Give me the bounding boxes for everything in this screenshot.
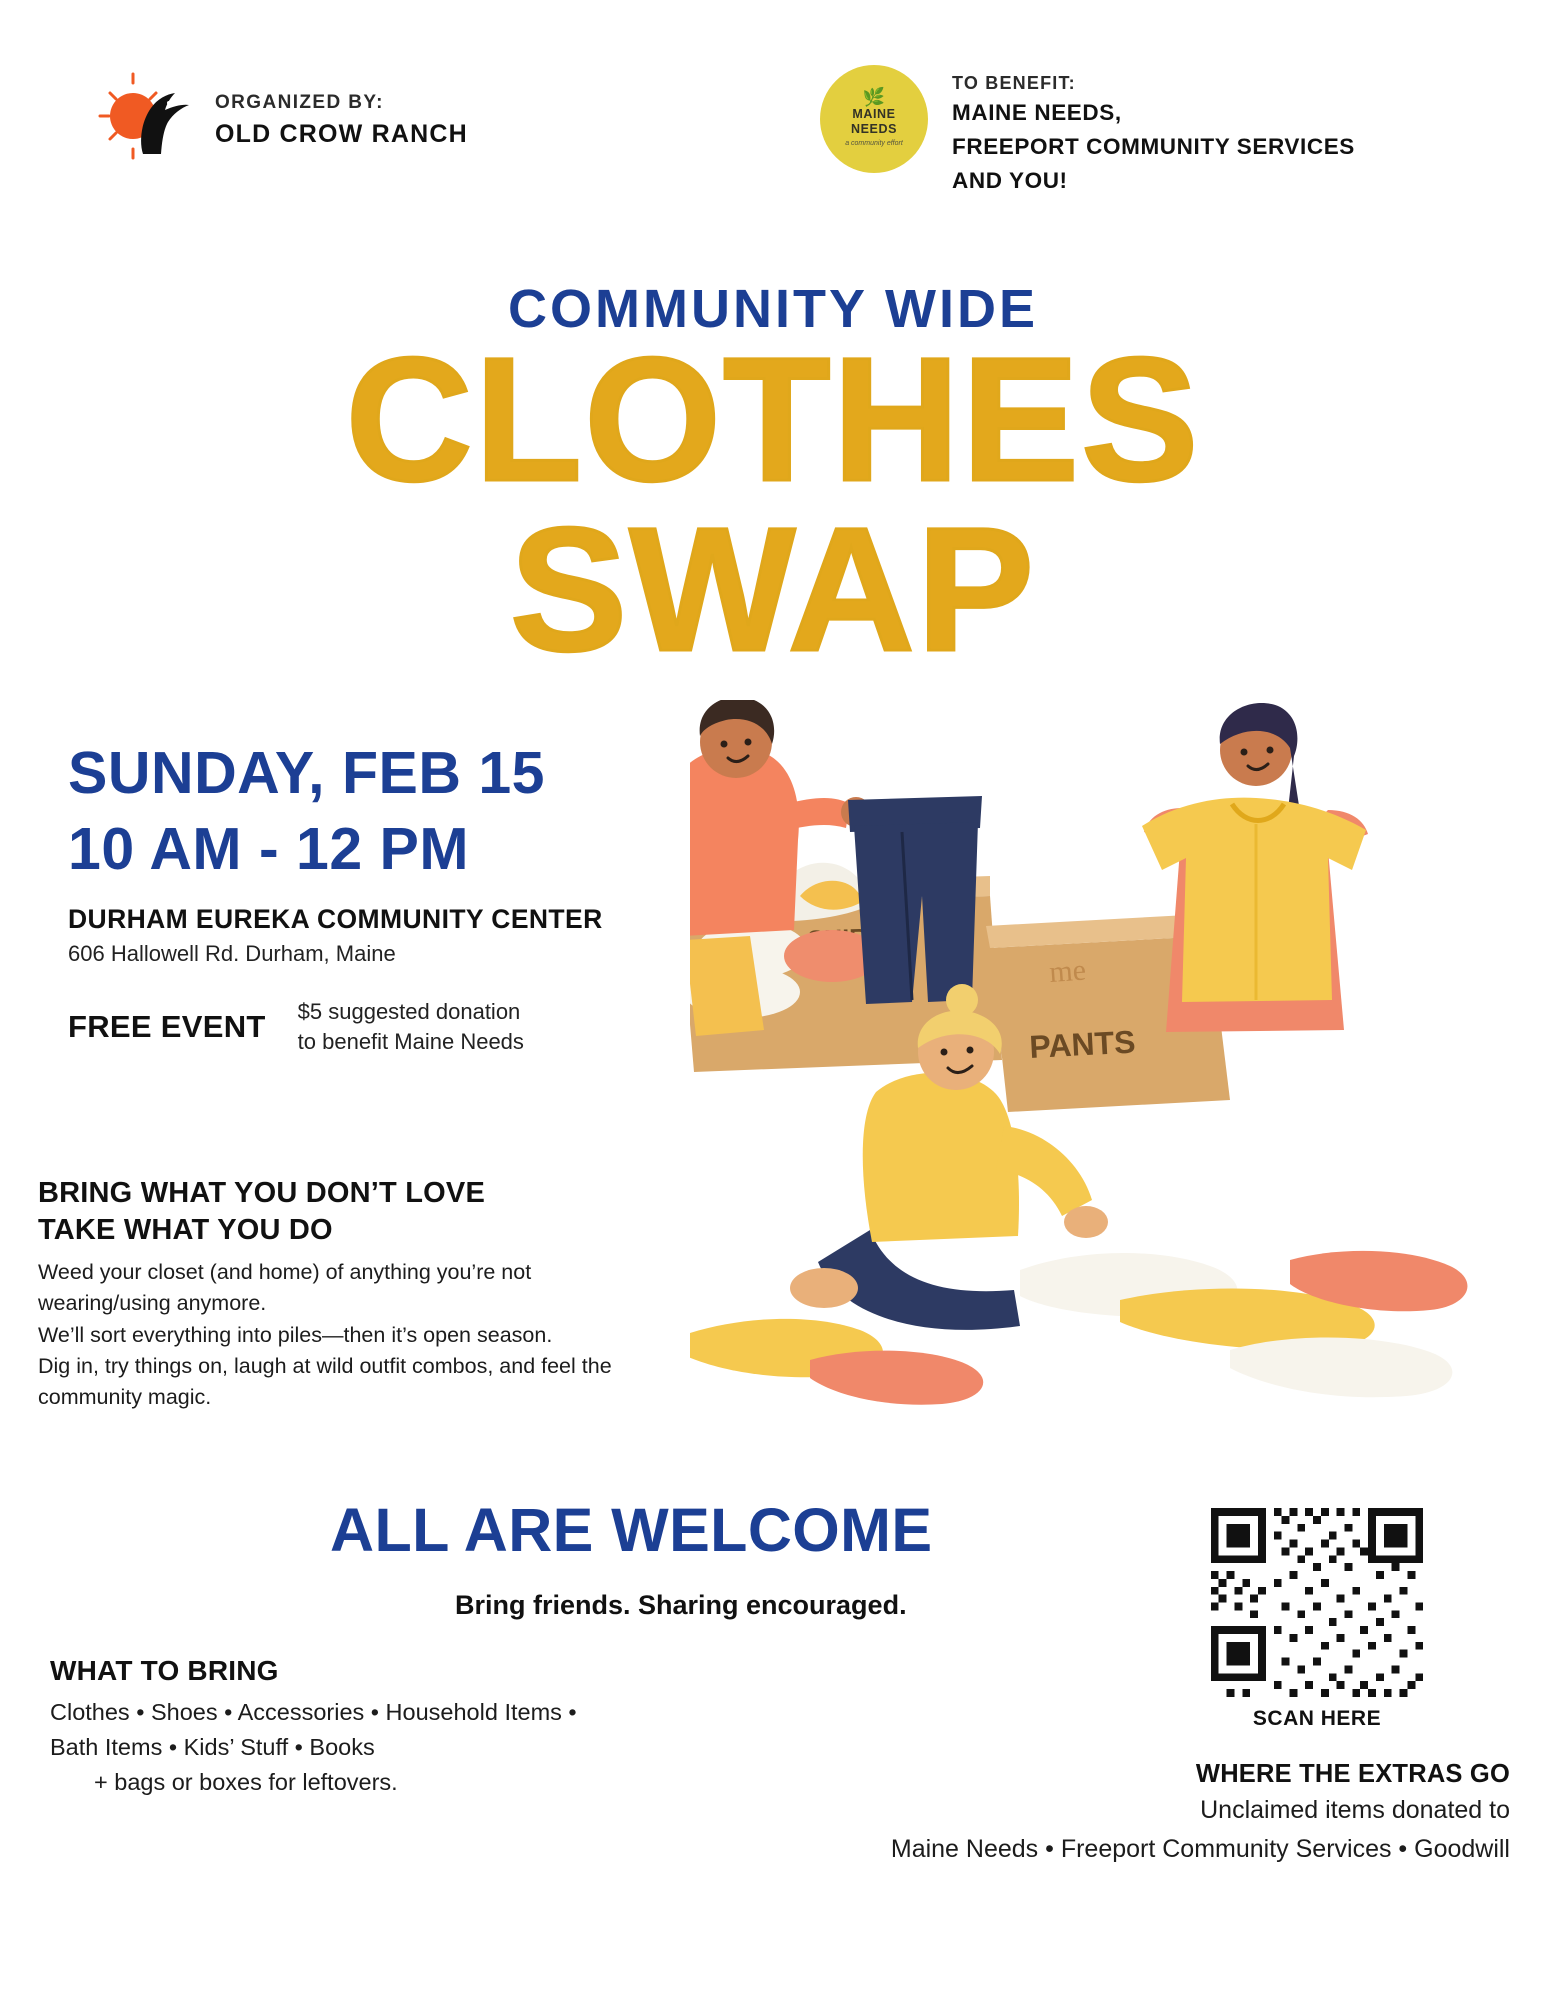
bring-body-line-4: Dig in, try things on, laugh at wild outfit combos, and feel the	[38, 1353, 612, 1378]
what-to-bring-line-3: + bags or boxes for leftovers.	[94, 1768, 398, 1795]
maine-needs-logo-line2: NEEDS	[850, 121, 898, 136]
title-clothes: CLOTHES	[345, 322, 1201, 518]
what-to-bring-heading: WHAT TO BRING	[50, 1655, 279, 1686]
free-event-label: FREE EVENT	[68, 1008, 266, 1044]
bring-body-line-3: We’ll sort everything into piles—then it’s open season.	[38, 1322, 553, 1347]
donation-line-2: to benefit Maine Needs	[297, 1028, 524, 1054]
maine-needs-mark-icon: 🌿	[862, 87, 886, 107]
event-info-block	[68, 740, 788, 1057]
what-to-bring-line-2: Bath Items • Kids’ Stuff • Books	[50, 1733, 375, 1760]
scan-here-label: SCAN HERE	[1252, 1707, 1382, 1730]
svg-text:me: me	[1048, 953, 1088, 989]
where-extras-go-section	[620, 1760, 1510, 1867]
event-time: 10 AM - 12 PM	[68, 816, 470, 883]
organizer-name: OLD CROW RANCH	[215, 119, 468, 148]
benefit-line-2: FREEPORT COMMUNITY SERVICES	[952, 133, 1355, 159]
to-benefit-label: TO BENEFIT:	[952, 73, 1076, 93]
qr-code-icon[interactable]	[1203, 1500, 1431, 1705]
what-to-bring-line-1: Clothes • Shoes • Accessories • Household Items •	[50, 1699, 577, 1725]
maine-needs-logo-icon	[820, 65, 928, 173]
bring-body-line-1: Weed your closet (and home) of anything you’re not	[38, 1260, 532, 1285]
extras-line-1: Unclaimed items donated to	[1200, 1796, 1510, 1824]
bring-heading-line-2: TAKE WHAT YOU DO	[38, 1214, 333, 1247]
title-kicker: COMMUNITY WIDE	[508, 279, 1038, 339]
bring-section	[38, 1175, 758, 1413]
bring-body-line-2: wearing/using anymore.	[38, 1291, 267, 1316]
organizer-block	[95, 70, 468, 170]
extras-line-2: Maine Needs • Freeport Community Services • Goodwill	[890, 1834, 1510, 1863]
crow-sun-logo-icon	[95, 70, 195, 170]
organized-by-label: ORGANIZED BY:	[215, 91, 384, 113]
maine-needs-logo-tagline: a community effort	[845, 139, 903, 147]
svg-text:PANTS: PANTS	[1028, 1023, 1137, 1065]
bring-heading-line-1: BRING WHAT YOU DON’T LOVE	[38, 1177, 485, 1209]
event-address: 606 Hallowell Rd. Durham, Maine	[68, 941, 396, 967]
maine-needs-logo-line1: MAINE	[852, 107, 896, 122]
clothes-swap-illustration	[690, 700, 1480, 1470]
benefit-block	[820, 65, 1355, 196]
benefit-line-3: AND YOU!	[952, 167, 1068, 193]
all-are-welcome-subline: Bring friends. Sharing encouraged.	[455, 1590, 907, 1620]
all-are-welcome-headline: ALL ARE WELCOME	[330, 1496, 933, 1564]
event-venue: DURHAM EUREKA COMMUNITY CENTER	[68, 904, 603, 935]
donation-note	[298, 997, 524, 1056]
flyer-header	[0, 70, 1546, 210]
extras-heading: WHERE THE EXTRAS GO	[1195, 1760, 1510, 1788]
bring-body-line-5: community magic.	[38, 1384, 212, 1409]
event-date: SUNDAY, FEB 15	[68, 740, 545, 806]
benefit-line-1: MAINE NEEDS,	[952, 100, 1122, 125]
donation-line-1: $5 suggested donation	[297, 999, 521, 1025]
qr-block[interactable]	[1203, 1500, 1431, 1731]
title-swap: SWAP	[509, 492, 1037, 688]
price-row	[68, 997, 788, 1056]
